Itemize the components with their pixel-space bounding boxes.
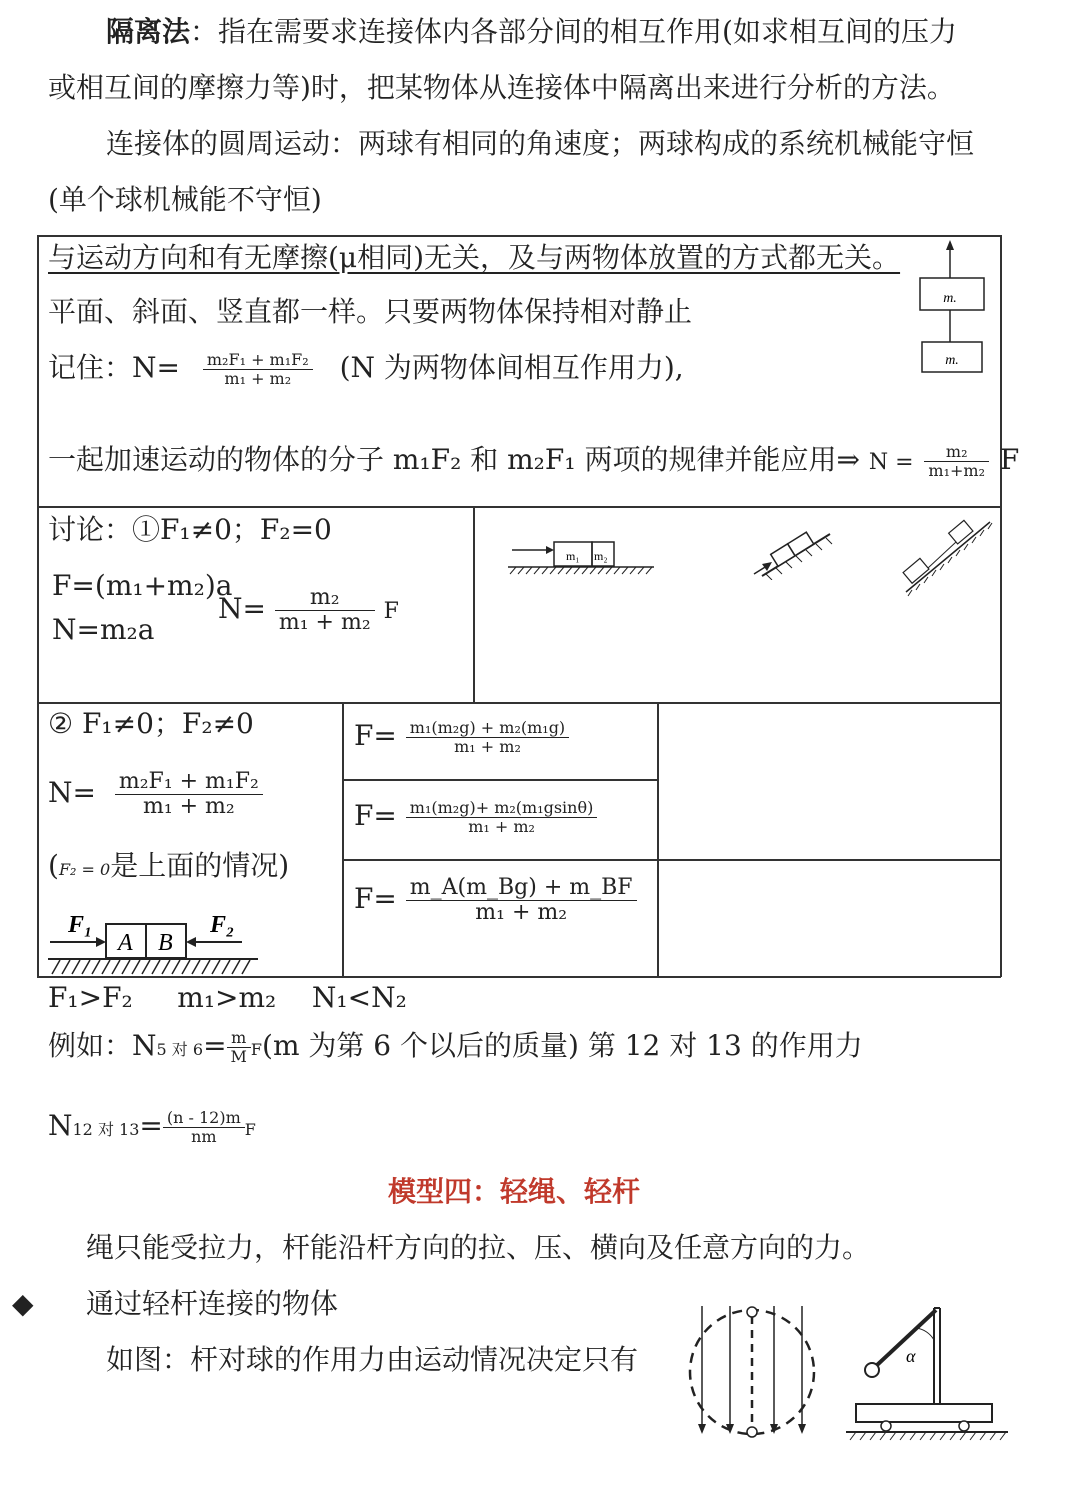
box2-den: m₁ + m₂ <box>278 610 371 636</box>
box3-den: m₁ + m₂ <box>142 794 235 820</box>
box3-n-prefix: N= <box>48 776 96 810</box>
example-den: M <box>230 1047 247 1066</box>
f1-label: F₁ <box>68 912 93 938</box>
r1-num: m₁(m₂g) + m₂(m₁g) <box>406 719 569 738</box>
box2-n-prefix: N= <box>218 592 266 626</box>
r2-prefix: F= <box>354 799 397 832</box>
example-eq: = <box>203 1029 227 1062</box>
r2-fraction <box>406 799 598 835</box>
f1-arrow-head <box>96 937 106 947</box>
remember-den: m₁ + m₂ <box>224 369 292 388</box>
angle-arc <box>916 1328 934 1340</box>
table-divider-1 <box>37 506 1001 508</box>
steep-connector <box>928 542 956 568</box>
circular-text-1: 连接体的圆周运动：两球有相同的角速度；两球构成的系统机械能守恒 <box>106 127 975 160</box>
box3-n-formula <box>48 770 263 819</box>
arrow-head-4 <box>798 1424 806 1434</box>
f2-label: F₂ <box>210 912 235 938</box>
ab-ground-hatch <box>52 960 250 974</box>
r3-den: m₁ + m₂ <box>475 900 568 926</box>
alpha-label: α <box>906 1346 916 1366</box>
box2-f-eq: F=(m₁+m₂)a <box>52 569 233 602</box>
r3-prefix: F= <box>354 882 397 916</box>
ab-blocks-diagram <box>46 904 262 976</box>
model4-title: 模型四：轻绳、轻杆 <box>388 1175 641 1208</box>
box3-note <box>48 846 289 890</box>
r2-formula <box>354 796 597 836</box>
model4-figure-text: 如图：杆对球的作用力由运动情况决定只有 <box>106 1343 639 1376</box>
n12-fraction <box>163 1109 245 1145</box>
model4-desc: 绳只能受拉力，杆能沿杆方向的拉、压、横向及任意方向的力。 <box>86 1231 871 1264</box>
n12-f: F <box>244 1120 256 1139</box>
table-border-right <box>1000 235 1002 977</box>
example-text: (m 为第 6 个以后的质量) 第 12 对 13 的作用力 <box>262 1029 863 1062</box>
f2-arrow-head <box>186 937 196 947</box>
note-open: ( <box>48 849 59 882</box>
isolation-term: 隔离法 <box>106 15 191 48</box>
rule-num: m₂ <box>924 443 989 462</box>
ground-hatch <box>510 567 652 574</box>
r3-fraction <box>406 876 637 925</box>
bullet-icon: ◆ <box>12 1287 34 1320</box>
steep-block-2 <box>949 520 973 544</box>
n12-eq: = <box>139 1109 163 1142</box>
incline-blocks <box>771 532 814 566</box>
compare-line: F₁>F₂ m₁>m₂ N₁<N₂ <box>48 981 407 1014</box>
isolation-text-1: 指在需要求连接体内各部分间的相互作用(如求相互间的压力 <box>218 15 957 48</box>
isolation-paragraph-line1 <box>106 12 957 52</box>
block-m1-label: m₁ <box>566 549 580 563</box>
block-m2-label: m₂ <box>594 549 608 563</box>
top-ball <box>747 1307 757 1317</box>
rule-n: N = <box>868 450 914 475</box>
horizontal-blocks-diagram <box>506 536 658 578</box>
box1-rule <box>48 440 1019 483</box>
force-up-arrow-head <box>946 240 954 250</box>
steep-block-1 <box>903 558 929 583</box>
remember-prefix: 记住：N= <box>48 351 180 384</box>
rod-ball <box>865 1363 879 1377</box>
arrow-head-1 <box>698 1424 706 1434</box>
remember-note: (N 为两物体间相互作用力), <box>339 351 684 384</box>
top-block-label: m. <box>943 291 957 306</box>
n12-num: (n - 12)m <box>163 1109 245 1128</box>
n12-den: nm <box>191 1127 217 1146</box>
steep-incline-diagram <box>900 508 996 598</box>
circular-text-2: (单个球机械能不守恒) <box>48 183 322 216</box>
box2-f: F <box>383 599 399 625</box>
rule-fraction <box>924 443 989 479</box>
b-label: B <box>158 930 173 956</box>
r2-den: m₁ + m₂ <box>468 817 535 836</box>
cart-body <box>856 1404 992 1422</box>
cart-rod-diagram <box>846 1300 1010 1442</box>
example-num: m <box>227 1029 251 1048</box>
n12-prefix: N <box>48 1109 73 1142</box>
steep-incline-surface <box>906 522 990 592</box>
example-fraction <box>227 1029 251 1065</box>
example-line <box>48 1026 863 1070</box>
r1-fraction <box>406 719 569 755</box>
box2-n-frac <box>218 586 399 635</box>
note-sub: F₂ = 0 <box>58 860 111 879</box>
cart-ground-hatch <box>850 1432 1006 1440</box>
box2-fraction <box>275 586 375 635</box>
rule-f: F <box>999 443 1020 476</box>
box3-num: m₂F₁ + m₁F₂ <box>115 770 263 795</box>
bottom-block-label: m. <box>945 353 959 368</box>
table-hdivider-r3-1 <box>342 779 658 781</box>
r3-num: m_A(m_Bg) + m_BF <box>406 876 637 901</box>
cart-wheel-right <box>959 1421 969 1431</box>
incline-blocks-diagram <box>750 524 834 580</box>
rule-den: m₁+m₂ <box>928 461 985 480</box>
vertical-blocks-diagram <box>912 238 992 378</box>
example-sub: 5 对 6 <box>156 1040 204 1059</box>
remember-num: m₂F₁ + m₁F₂ <box>203 351 313 370</box>
table-vdivider-row3a <box>342 702 344 977</box>
box2-discuss: 讨论：①F₁≠0；F₂=0 <box>48 513 332 546</box>
table-hdivider-r3-2 <box>342 859 1001 861</box>
box2-num: m₂ <box>275 586 375 611</box>
n12-line <box>48 1106 256 1150</box>
push-force-head <box>546 546 554 554</box>
r1-den: m₁ + m₂ <box>454 737 521 756</box>
box1-line1: 与运动方向和有无摩擦(μ相同)无关，及与两物体放置的方式都无关。 <box>48 241 901 274</box>
bottom-ball <box>747 1427 757 1437</box>
circular-motion-diagram <box>682 1300 824 1442</box>
a-label: A <box>118 930 133 956</box>
r2-num: m₁(m₂g)+ m₂(m₁gsinθ) <box>406 799 598 818</box>
r3-formula <box>354 876 637 925</box>
box2-n-eq: N=m₂a <box>52 613 155 646</box>
example-f: F <box>250 1040 263 1059</box>
example-prefix: 例如：N <box>48 1029 157 1062</box>
rule-text: 一起加速运动的物体的分子 m₁F₂ 和 m₂F₁ 两项的规律并能应用⇒ <box>48 443 860 476</box>
n12-sub: 12 对 13 <box>72 1120 140 1139</box>
box1-line2: 平面、斜面、竖直都一样。只要两物体保持相对静止 <box>48 295 693 328</box>
box3-fraction <box>115 770 263 819</box>
box3-case2: ② F₁≠0；F₂≠0 <box>48 707 254 740</box>
isolation-colon: ： <box>190 15 219 48</box>
box1-remember-formula <box>48 348 684 388</box>
model4-subtitle: 通过轻杆连接的物体 <box>86 1287 339 1320</box>
isolation-text-2: 或相互间的摩擦力等)时，把某物体从连接体中隔离出来进行分析的方法。 <box>48 71 955 104</box>
table-border-left <box>37 235 39 977</box>
remember-fraction <box>203 351 313 387</box>
cart-wheel-left <box>881 1421 891 1431</box>
table-vdivider-row2 <box>473 506 475 703</box>
table-border-top <box>37 235 1001 237</box>
table-vdivider-row3b <box>657 702 659 977</box>
note-text: 是上面的情况) <box>110 849 290 882</box>
r1-prefix: F= <box>354 719 397 752</box>
r1-formula <box>354 716 569 756</box>
